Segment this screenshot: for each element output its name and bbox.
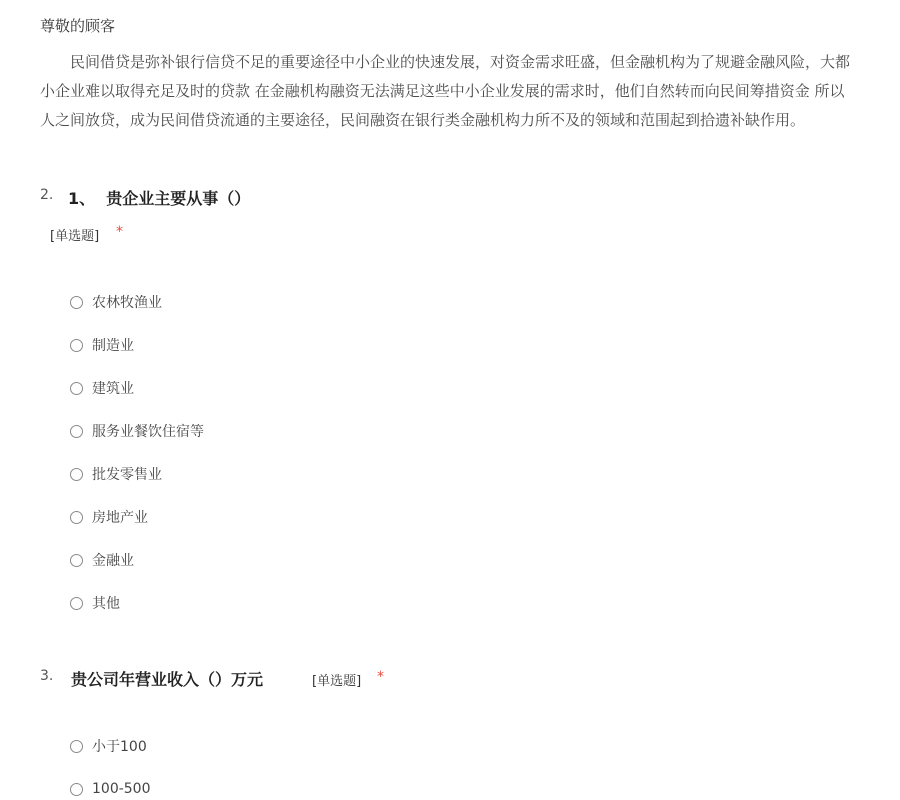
intro-line: 民间借贷是弥补银行信贷不足的重要途径中小企业的快速发展，对资金需求旺盛，但金融机构为了规避金融风险，大都 [70,53,851,71]
option-services[interactable] [70,421,204,441]
option-label: 批发零售业 [92,467,162,483]
radio-button[interactable] [70,425,83,438]
question-title [68,186,250,209]
radio-button[interactable] [70,468,83,481]
intro-line: 小企业难以取得充足及时的贷款 在金融机构融资无法满足这些中小企业发展的需求时，他们自然转而向民间筹措资金 所以 [40,82,845,100]
option-label: 制造业 [92,338,134,354]
radio-button[interactable] [70,740,83,753]
required-marker: * [377,669,384,685]
option-label: 服务业餐饮住宿等 [92,424,204,440]
question-title-text: 贵企业主要从事（） [106,189,251,208]
option-label: 小于100 [92,739,147,755]
option-label: 建筑业 [92,381,134,397]
intro-paragraph [40,48,900,135]
question-number: 3. [40,668,54,684]
radio-button[interactable] [70,339,83,352]
option-construction[interactable] [70,378,134,398]
option-manufacturing[interactable] [70,335,134,355]
option-agriculture[interactable] [70,292,162,312]
option-label: 农林牧渔业 [92,295,162,311]
question-type-label: [单选题] [312,674,362,689]
greeting-text: 尊敬的顾客 [40,17,116,35]
option-label: 房地产业 [92,510,148,526]
radio-button[interactable] [70,511,83,524]
option-real-estate[interactable] [70,507,148,527]
radio-button[interactable] [70,296,83,309]
radio-button[interactable] [70,597,83,610]
option-wholesale-retail[interactable] [70,464,162,484]
question-type-label: [单选题] [50,229,100,244]
option-other[interactable] [70,593,120,613]
option-label: 其他 [92,596,120,612]
radio-button[interactable] [70,554,83,567]
option-label: 金融业 [92,553,134,569]
intro-line: 人之间放贷，成为民间借贷流通的主要途径，民间融资在银行类金融机构力所不及的领域和范围起到拾遗补缺作用。 [40,111,806,129]
option-100-500[interactable] [70,779,151,799]
question-title: 贵公司年营业收入（）万元 [71,670,264,689]
radio-button[interactable] [70,382,83,395]
required-marker: * [116,224,123,240]
radio-button[interactable] [70,783,83,796]
option-finance[interactable] [70,550,134,570]
question-prefix: 1、 [68,189,96,208]
option-label: 100-500 [92,781,151,797]
question-number: 2. [40,187,54,203]
option-less-than-100[interactable] [70,736,147,756]
